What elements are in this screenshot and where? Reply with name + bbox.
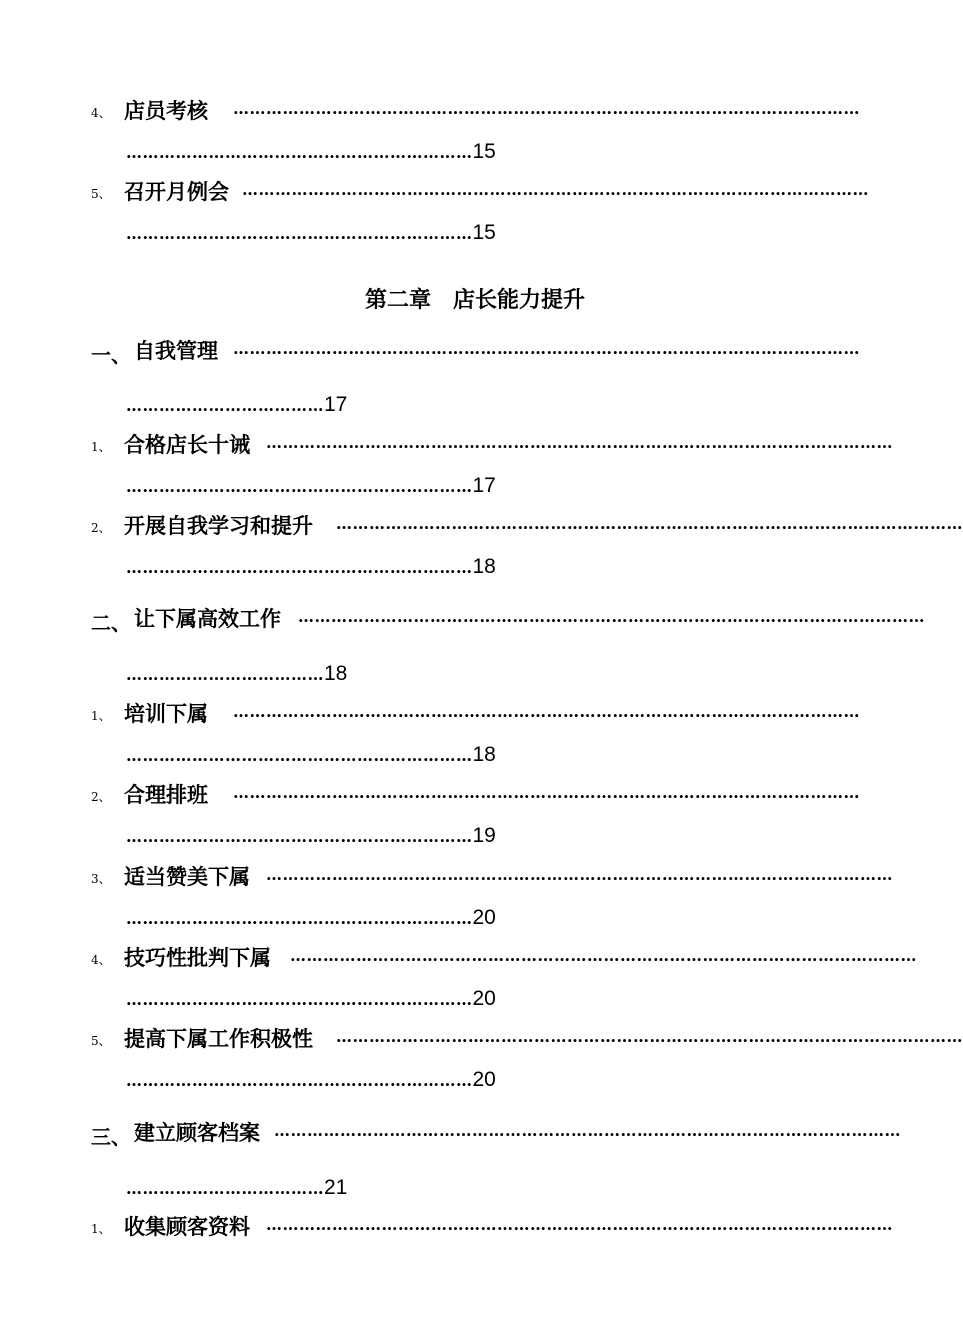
toc-entry-continuation [126,140,496,170]
toc-entry-title: 召开月例会 [124,179,229,204]
leader-dots: …………………………………………………………………………………………………… [336,1027,963,1046]
toc-entry[interactable] [0,96,860,128]
toc-entry[interactable] [0,430,893,462]
toc-entry-number: 1、 [91,709,111,723]
toc-page-number: 15 [472,221,496,244]
toc-entry-title: 技巧性批判下属 [124,945,271,970]
toc-entry-title: 适当赞美下属 [124,864,250,889]
toc-page-number: 15 [472,140,496,163]
toc-entry-title: 让下属高效工作 [134,606,281,631]
leader-dots: …………………………………………………………………………………………………… [242,180,869,199]
toc-entry-continuation [126,662,347,692]
toc-entry-continuation [126,221,496,251]
toc-page-number: 18 [472,743,496,766]
leader-dots: …………………………………………………………………………………………………… [233,702,860,721]
leader-dots: …………………………………………………………………………………………………… [274,1121,901,1140]
toc-entry[interactable] [0,1024,963,1056]
leader-dots: ……………………………… [126,1179,324,1198]
toc-entry-title: 培训下属 [124,701,208,726]
toc-entry-title: 开展自我学习和提升 [124,513,313,538]
toc-page-number: 18 [324,662,348,685]
leader-dots: …………………………………………………………………………………………………… [233,99,860,118]
toc-page-number: 18 [472,555,496,578]
toc-entry[interactable] [0,1212,893,1244]
toc-entry-continuation [126,1068,496,1098]
toc-entry-number: 三、 [91,1125,131,1149]
toc-page-number: 21 [324,1176,348,1199]
toc-entry-title: 店员考核 [124,98,208,123]
toc-entry-continuation [126,743,496,773]
toc-page-number: 20 [472,906,496,929]
toc-entry-continuation [126,824,496,854]
toc-entry[interactable] [0,177,869,209]
leader-dots: …………………………………………………………………………………………………… [266,865,893,884]
toc-page-number: 20 [472,987,496,1010]
leader-dots: …………………………………………………………………………………………………… [336,514,963,533]
leader-dots: ……………………………………………………… [126,477,473,496]
toc-entry[interactable] [0,943,917,975]
leader-dots: ……………………………………………………… [126,558,473,577]
toc-entry-number: 3、 [91,872,111,886]
toc-entry-title: 合格店长十诫 [124,432,250,457]
toc-entry-number: 二、 [91,611,131,635]
toc-entry-number: 2、 [91,521,111,535]
chapter-title: 第二章 店长能力提升 [364,287,585,313]
leader-dots: …………………………………………………………………………………………………… [266,433,893,452]
leader-dots: ……………………………………………………… [126,990,473,1009]
toc-entry-title: 提高下属工作积极性 [124,1026,313,1051]
leader-dots: ……………………………………………………… [126,909,473,928]
toc-entry-title: 建立顾客档案 [134,1120,260,1145]
toc-entry-continuation [126,393,347,423]
toc-entry-title: 合理排班 [124,782,208,807]
toc-entry[interactable] [0,1118,901,1150]
toc-entry-number: 4、 [91,953,111,967]
toc-entry-number: 4、 [91,106,111,120]
toc-entry-continuation [126,474,496,504]
leader-dots: ……………………………………………………… [126,746,473,765]
toc-page-number: 19 [472,824,496,847]
toc-page-number: 17 [472,474,496,497]
toc-page-number: 17 [324,393,348,416]
leader-dots: …………………………………………………………………………………………………… [266,1215,893,1234]
leader-dots: …………………………………………………………………………………………………… [290,946,917,965]
leader-dots: ……………………………… [126,665,324,684]
leader-dots: …………………………………………………………………………………………………… [233,339,860,358]
toc-entry-continuation [126,1176,347,1206]
toc-entry[interactable] [0,862,893,894]
toc-entry-continuation [126,906,496,936]
toc-entry-number: 1、 [91,1222,111,1236]
toc-entry-number: 2、 [91,790,111,804]
toc-page-number: 20 [472,1068,496,1091]
leader-dots: ……………………………… [126,396,324,415]
leader-dots: ……………………………………………………… [126,143,473,162]
toc-entry-title: 自我管理 [134,338,218,363]
toc-entry-number: 5、 [91,1034,111,1048]
toc-entry[interactable] [0,699,860,731]
toc-entry-continuation [126,987,496,1017]
leader-dots: ……………………………………………………… [126,1071,473,1090]
toc-entry[interactable] [0,336,860,368]
leader-dots: ……………………………………………………… [126,827,473,846]
leader-dots: ……………………………………………………… [126,224,473,243]
toc-entry[interactable] [0,511,963,543]
toc-entry-number: 一、 [91,343,131,367]
leader-dots: …………………………………………………………………………………………………… [298,607,925,626]
toc-entry-title: 收集顾客资料 [124,1214,250,1239]
toc-entry[interactable] [0,780,860,812]
toc-entry-continuation [126,555,496,585]
toc-entry-number: 1、 [91,440,111,454]
toc-entry[interactable] [0,604,925,636]
toc-entry-number: 5、 [91,187,111,201]
leader-dots: …………………………………………………………………………………………………… [233,783,860,802]
